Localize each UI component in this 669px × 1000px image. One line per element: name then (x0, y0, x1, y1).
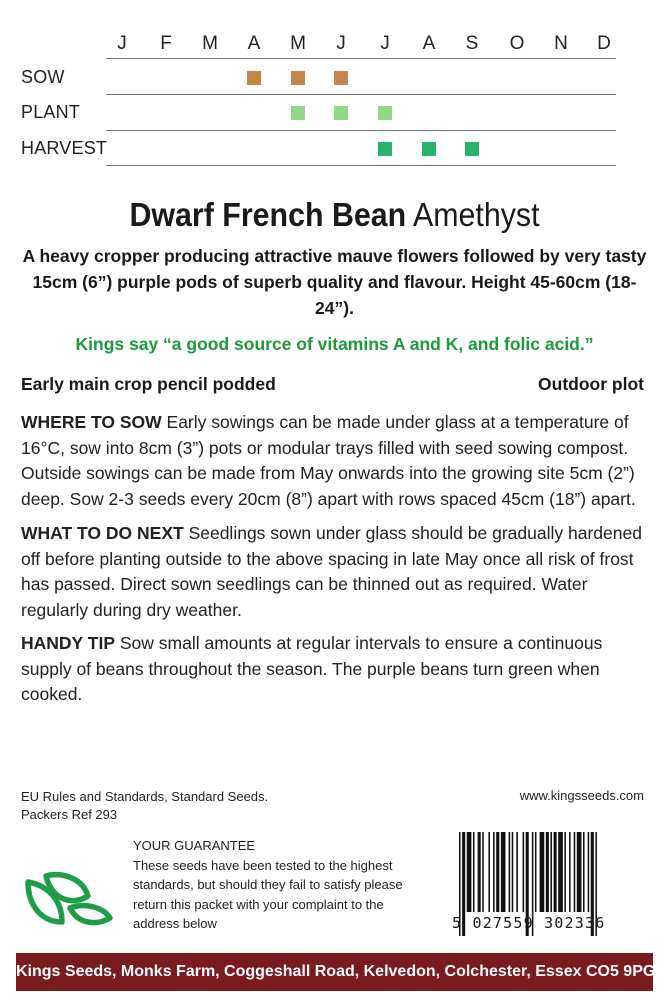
barcode-bar (564, 832, 566, 912)
barcode-bar (488, 832, 490, 912)
calendar-marker (334, 71, 348, 85)
month-label: M (290, 33, 306, 54)
kings-leaf-logo (22, 862, 114, 926)
calendar-row-label: SOW (21, 67, 65, 87)
section-text: Seedlings sown under glass should be gradually hardened off before planting outside to the above spacing in late May once all risk of frost has passed. Direct sown seedlings can be thinned out as required. Water regularly during dry weather. (21, 523, 642, 620)
section-heading: HANDY TIP (21, 633, 115, 653)
product-variety: Amethyst (412, 196, 540, 233)
calendar-divider (106, 130, 616, 131)
barcode-bar (540, 832, 545, 912)
guarantee-heading: YOUR GUARANTEE (133, 838, 256, 853)
product-description: A heavy cropper producing attractive mauve flowers followed by very tasty 15cm (6”) purple pods of superb quality and flavour. Height 45-60cm (18-24”). (22, 246, 647, 318)
packers-ref: Packers Ref 293 (21, 807, 118, 822)
barcode-bar (558, 832, 563, 912)
month-label: N (554, 33, 568, 54)
calendar-marker (291, 106, 305, 120)
month-label: J (117, 33, 127, 54)
calendar-row-label: PLANT (21, 102, 81, 122)
handy-tip-section (21, 631, 653, 708)
eu-rules-text: EU Rules and Standards, Standard Seeds. (21, 789, 269, 804)
barcode-bar (523, 832, 525, 912)
barcode-bar (550, 832, 552, 912)
calendar-marker (378, 106, 392, 120)
barcode-bar (583, 832, 585, 912)
barcode-bar (478, 832, 481, 912)
section-text: Sow small amounts at regular intervals to ensure a continuous supply of beans throughout the season. The purple beans turn green when cooked. (21, 633, 603, 704)
barcode-bar (516, 832, 518, 912)
website-url: www.kingsseeds.com (519, 788, 644, 803)
footer-address: Kings Seeds, Monks Farm, Coggeshall Road, Kelvedon, Colchester, Essex CO5 9PG (16, 953, 653, 991)
product-name: Dwarf French Bean (129, 196, 407, 233)
product-title (27, 196, 642, 234)
guarantee-text: These seeds have been tested to the highest standards, but should they fail to satisfy please return this packet with your complaint to the address below (133, 857, 403, 931)
barcode-bar (496, 832, 499, 912)
what-to-do-next-section (21, 521, 653, 623)
barcode-bar (588, 832, 590, 912)
month-label: J (380, 33, 390, 54)
barcode-bar (512, 832, 514, 912)
barcode-bar (577, 832, 582, 912)
eu-rules-block (21, 788, 268, 824)
month-label: D (597, 33, 611, 54)
barcode-bar (482, 832, 484, 912)
barcode-number: 5 027559 302336 (452, 914, 606, 932)
barcode-bar (569, 832, 571, 912)
calendar-marker (422, 142, 436, 156)
calendar-divider (106, 58, 616, 59)
where-to-sow-section (21, 410, 653, 512)
barcode-bar (467, 832, 472, 912)
section-text: Early sowings can be made under glass at a temperature of 16°C, sow into 8cm (3”) pots or modular trays filled with seed sowing compost. Outside sowings can be made from May onwards into the growing site 5cm (2”) deep. Sow 2-3 seeds every 20cm (8”) apart with rows spaced 45cm (18”) apart. (21, 412, 636, 509)
plot-type: Outdoor plot (538, 374, 644, 394)
barcode-bar (535, 832, 537, 912)
barcode-bar (546, 832, 549, 912)
calendar-marker (291, 71, 305, 85)
calendar-divider (106, 165, 616, 166)
month-label: F (160, 33, 172, 54)
calendar-marker (334, 106, 348, 120)
month-label: A (247, 33, 261, 54)
crop-type: Early main crop pencil podded (21, 374, 276, 394)
barcode-bar (509, 832, 511, 912)
barcode-bar (473, 832, 475, 912)
calendar-marker (247, 71, 261, 85)
guarantee-block (133, 836, 403, 934)
calendar-marker (378, 142, 392, 156)
month-label: J (336, 33, 346, 54)
section-heading: WHAT TO DO NEXT (21, 523, 184, 543)
sowing-calendar (0, 0, 669, 170)
kings-say-quote: Kings say “a good source of vitamins A and K, and folic acid.” (75, 334, 594, 354)
barcode-bar (554, 832, 557, 912)
calendar-row-label: HARVEST (21, 138, 108, 158)
month-label: M (202, 33, 218, 54)
calendar-divider (106, 94, 616, 95)
calendar-marker (465, 142, 479, 156)
barcode-bar (574, 832, 576, 912)
barcode-bar (501, 832, 506, 912)
month-label: A (422, 33, 436, 54)
month-label: S (465, 33, 479, 54)
section-heading: WHERE TO SOW (21, 412, 162, 432)
month-label: O (509, 33, 525, 54)
barcode-bar (493, 832, 495, 912)
